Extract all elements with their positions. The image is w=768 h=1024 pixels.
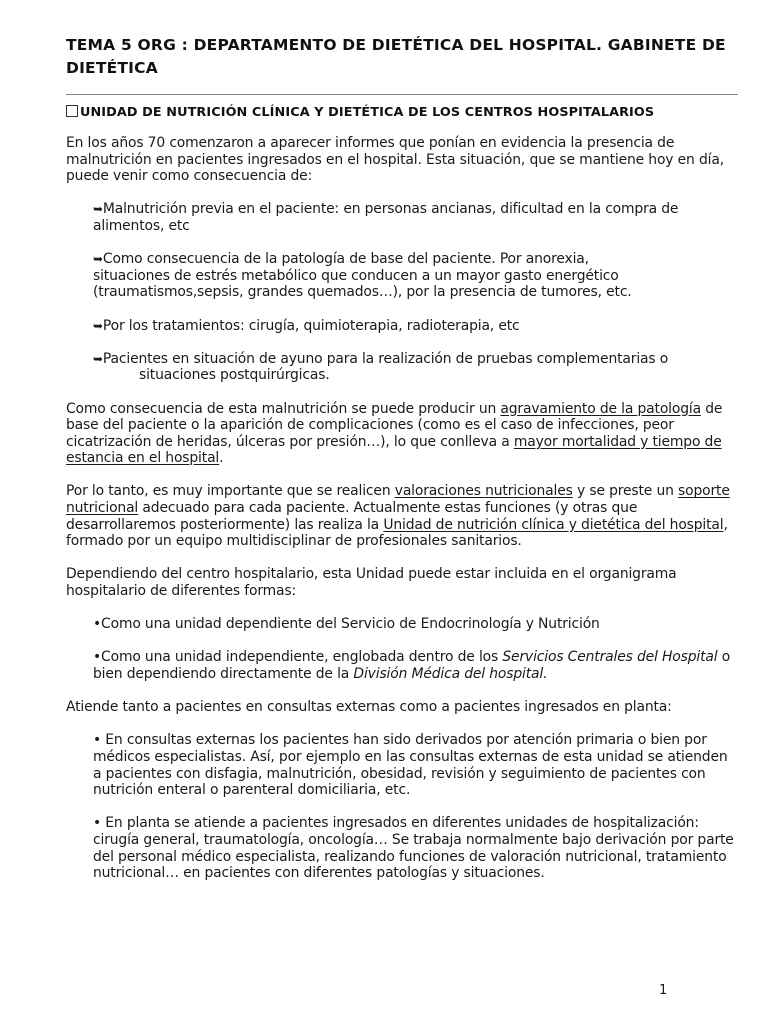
cause-item-4 bbox=[66, 351, 738, 368]
title-divider bbox=[66, 94, 738, 95]
care-item-inpatient: • En planta se atiende a pacientes ingresados en diferentes unidades de hospitalización: cirugía general, traumatología, oncología… Se trabaja normalmente bajo derivación por parte del personal médico especialista, realizando funciones de valoración nutricional, tratamiento nutricional… en pacientes con diferentes patologías y situaciones. bbox=[93, 815, 734, 882]
attends-paragraph: Atiende tanto a pacientes en consultas externas como a pacientes ingresados en planta: bbox=[66, 699, 672, 716]
cause-item-2 bbox=[66, 251, 738, 301]
underlined-term: agravamiento de la patología bbox=[500, 400, 701, 417]
underlined-term: mayor mortalidad y tiempo de estancia en el hospital bbox=[66, 433, 722, 467]
arrow-bullet-icon: ➥ bbox=[93, 252, 103, 267]
consequence-paragraph bbox=[66, 401, 738, 467]
cause-item-1 bbox=[66, 201, 738, 234]
text-run: Como consecuencia de esta malnutrición se puede producir un bbox=[66, 400, 501, 417]
cause-item-3 bbox=[66, 318, 738, 335]
intro-paragraph: En los años 70 comenzaron a aparecer informes que ponían en evidencia la presencia de malnutrición en pacientes ingresados en el hospital. Esta situación, que se mantiene hoy en día, puede venir como consecuencia de: bbox=[66, 135, 724, 185]
italic-term: División Médica del hospital. bbox=[353, 666, 548, 682]
cause-text: Por los tratamientos: cirugía, quimioterapia, radioterapia, etc bbox=[102, 317, 520, 334]
checkbox-icon bbox=[66, 105, 78, 117]
text-run: , formado por un equipo multidisciplinar de profesionales sanitarios. bbox=[66, 516, 728, 550]
arrow-bullet-icon: ➥ bbox=[93, 202, 103, 217]
underlined-term: valoraciones nutricionales bbox=[394, 483, 573, 500]
cause-text: Pacientes en situación de ayuno para la realización de pruebas complementarias o bbox=[102, 350, 669, 367]
text-run: adecuado para cada paciente. Actualmente estas funciones (y otras que desarrollaremos posteriormente) las realiza la bbox=[66, 500, 638, 533]
section-heading-text: UNIDAD DE NUTRICIÓN CLÍNICA Y DIETÉTICA DE LOS CENTROS HOSPITALARIOS bbox=[80, 105, 655, 120]
text-run: o bien dependiendo directamente de la bbox=[93, 649, 731, 682]
cause-item-4-cont: situaciones postquirúrgicas. bbox=[139, 367, 330, 384]
text-run: y se preste un bbox=[572, 483, 679, 500]
form-item-1: •Como una unidad dependiente del Servicio de Endocrinología y Nutrición bbox=[93, 616, 600, 633]
importance-paragraph bbox=[66, 483, 738, 549]
cause-text-cont: situaciones de estrés metabólico que conducen a un mayor gasto energético (traumatismos,sepsis, grandes quemados…), por la presencia de tumores, etc. bbox=[93, 267, 632, 301]
document-title: TEMA 5 ORG : DEPARTAMENTO DE DIETÉTICA DEL HOSPITAL. GABINETE DE DIETÉTICA bbox=[66, 36, 726, 77]
arrow-bullet-icon: ➥ bbox=[93, 318, 103, 333]
text-run: Por lo tanto, es muy importante que se realicen bbox=[66, 483, 395, 500]
page-number: 1 bbox=[659, 983, 668, 998]
text-run: . bbox=[219, 450, 224, 467]
document-page bbox=[66, 34, 738, 882]
depend-paragraph: Dependiendo del centro hospitalario, esta Unidad puede estar incluida en el organigrama hospitalario de diferentes formas: bbox=[66, 566, 677, 600]
section-heading bbox=[66, 104, 738, 122]
arrow-bullet-icon: ➥ bbox=[93, 351, 103, 366]
underlined-term: soporte nutricional bbox=[66, 483, 730, 517]
care-item-outpatient: • En consultas externas los pacientes han sido derivados por atención primaria o bien por médicos especialistas. Así, por ejemplo en las consultas externas de esta unidad se atienden a pacientes con disfagia, malnutrición, obesidad, revisión y seguimiento de pacientes con nutrición enteral o parenteral domiciliaria, etc. bbox=[93, 732, 728, 799]
italic-term: Servicios Centrales del Hospital bbox=[502, 649, 718, 666]
text-run: •Como una unidad independiente, englobada dentro de los bbox=[93, 649, 503, 666]
form-item-2 bbox=[66, 649, 738, 682]
underlined-term: Unidad de nutrición clínica y dietética del hospital bbox=[383, 516, 724, 533]
cause-text: Malnutrición previa en el paciente: en personas ancianas, dificultad en la compra de bbox=[102, 201, 679, 218]
cause-text: Como consecuencia de la patología de base del paciente. Por anorexia, bbox=[102, 251, 589, 268]
cause-text-cont: alimentos, etc bbox=[93, 217, 190, 234]
text-run: de base del paciente o la aparición de complicaciones (como es el caso de infecciones, peor cicatrización de heridas, úlceras por presión…), lo que conlleva a bbox=[66, 400, 723, 450]
